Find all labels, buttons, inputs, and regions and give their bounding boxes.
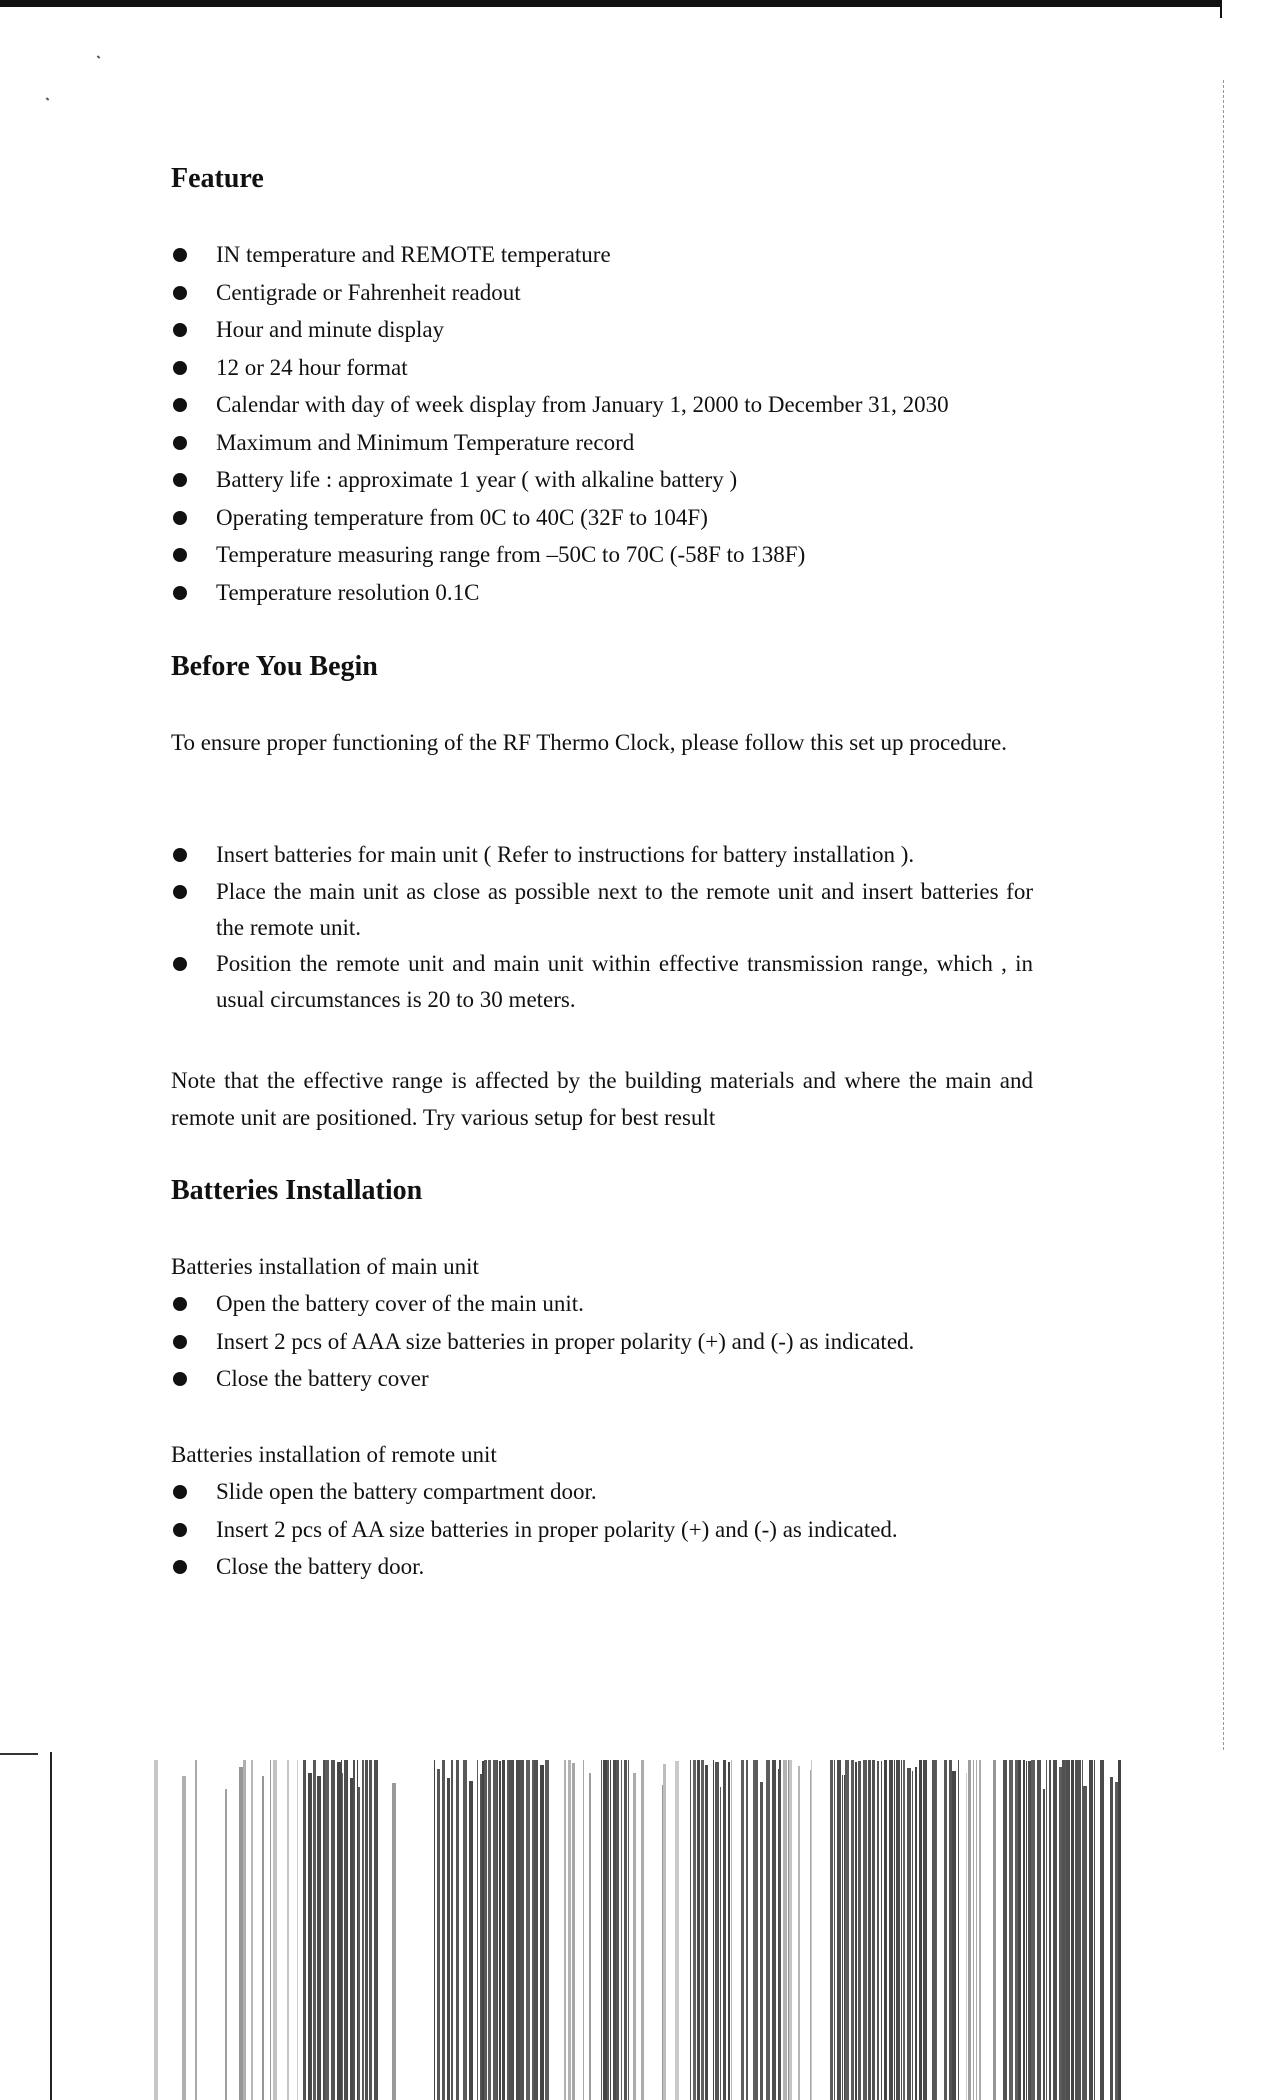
noise-bar bbox=[701, 1760, 704, 2100]
noise-bar bbox=[509, 1760, 513, 2100]
noise-bar bbox=[1094, 1760, 1095, 2100]
noise-bar bbox=[662, 1785, 663, 2100]
noise-bar bbox=[621, 1760, 622, 2100]
noise-bar bbox=[353, 1760, 355, 2100]
before-you-begin-heading: Before You Begin bbox=[171, 651, 378, 682]
noise-bar bbox=[766, 1760, 770, 2100]
noise-bar bbox=[1118, 1760, 1121, 2100]
noise-bar bbox=[973, 1760, 974, 2100]
noise-bar bbox=[851, 1760, 854, 2100]
batteries-installation-heading: Batteries Installation bbox=[171, 1175, 423, 1206]
noise-bar bbox=[572, 1763, 575, 2100]
noise-bar bbox=[499, 1761, 501, 2100]
noise-bar bbox=[344, 1760, 347, 2100]
noise-bar bbox=[868, 1760, 871, 2100]
noise-bar bbox=[469, 1781, 473, 2100]
noise-bar bbox=[270, 1760, 271, 2100]
noise-bar bbox=[641, 1760, 642, 2100]
noise-bar bbox=[933, 1760, 936, 2100]
noise-bar bbox=[323, 1760, 325, 2100]
noise-bar bbox=[357, 1760, 358, 2100]
noise-bar bbox=[182, 1776, 186, 2100]
feature-heading: Feature bbox=[171, 163, 264, 194]
noise-bar bbox=[628, 1760, 629, 2100]
noise-bar bbox=[936, 1760, 937, 2100]
noise-bar bbox=[901, 1760, 902, 2100]
noise-bar bbox=[225, 1789, 227, 2100]
noise-bar bbox=[907, 1768, 911, 2100]
noise-bar bbox=[513, 1760, 514, 2100]
noise-bar bbox=[723, 1760, 726, 2100]
noise-bar bbox=[502, 1760, 504, 2100]
main-unit-steps bbox=[171, 1285, 1033, 1398]
noise-bar bbox=[1079, 1760, 1081, 2100]
list-item: Place the main unit as close as possible next to the remote unit and insert batteries for the remote unit. bbox=[171, 874, 1033, 946]
noise-bar bbox=[830, 1760, 833, 2100]
noise-bar bbox=[520, 1760, 524, 2100]
page-top-rule bbox=[0, 0, 1222, 7]
noise-bar bbox=[1062, 1760, 1065, 2100]
noise-bar bbox=[912, 1771, 913, 2100]
list-item: Maximum and Minimum Temperature record bbox=[171, 424, 1033, 462]
noise-bar bbox=[484, 1760, 487, 2100]
scan-speck bbox=[46, 97, 50, 100]
noise-bar bbox=[434, 1760, 435, 2100]
noise-bar bbox=[779, 1760, 781, 2100]
noise-bar bbox=[1003, 1760, 1007, 2100]
noise-bar bbox=[932, 1760, 933, 2100]
noise-bar bbox=[923, 1760, 927, 2100]
list-item: Insert 2 pcs of AAA size batteries in proper polarity (+) and (-) as indicated. bbox=[171, 1323, 1033, 1361]
range-note: Note that the effective range is affected by the building materials and where the main and remote unit are positioned. Try various setup for best result bbox=[171, 1068, 1033, 1130]
noise-bar bbox=[624, 1760, 627, 2100]
feature-list bbox=[171, 236, 1033, 611]
noise-bar bbox=[731, 1760, 732, 2100]
noise-bar bbox=[303, 1760, 306, 2100]
page-top-rule-hook bbox=[1220, 0, 1222, 18]
noise-bar bbox=[534, 1760, 538, 2100]
list-item: Operating temperature from 0C to 40C (32F to 104F) bbox=[171, 499, 1033, 537]
noise-bar bbox=[1100, 1760, 1104, 2100]
noise-bar bbox=[1071, 1760, 1074, 2100]
main-unit-label: Batteries installation of main unit bbox=[171, 1254, 479, 1279]
noise-bar bbox=[690, 1760, 691, 2100]
noise-bar bbox=[607, 1760, 609, 2100]
noise-bar bbox=[482, 1761, 484, 2100]
noise-bar bbox=[919, 1760, 922, 2100]
noise-bar bbox=[675, 1761, 679, 2100]
noise-bar bbox=[844, 1775, 845, 2100]
noise-bar bbox=[788, 1760, 789, 2100]
noise-bar bbox=[239, 1767, 243, 2100]
list-item: Slide open the battery compartment door. bbox=[171, 1473, 1033, 1511]
noise-bar bbox=[1082, 1760, 1083, 2100]
noise-bar bbox=[564, 1760, 566, 2100]
noise-bar bbox=[837, 1760, 841, 2100]
list-item: Open the battery cover of the main unit. bbox=[171, 1285, 1033, 1323]
noise-bar bbox=[952, 1771, 956, 2100]
noise-bar bbox=[783, 1760, 787, 2100]
noise-bar bbox=[488, 1760, 491, 2100]
noise-bar bbox=[1015, 1760, 1018, 2100]
noise-bar bbox=[568, 1760, 571, 2100]
list-item: Temperature resolution 0.1C bbox=[171, 574, 1033, 612]
noise-bar bbox=[350, 1778, 353, 2100]
noise-bar bbox=[589, 1773, 591, 2100]
noise-bar bbox=[642, 1760, 644, 2100]
noise-bar bbox=[1049, 1760, 1051, 2100]
noise-bar bbox=[1028, 1761, 1031, 2100]
list-item: Insert batteries for main unit ( Refer to instructions for battery installation ). bbox=[171, 836, 1033, 874]
noise-bar bbox=[603, 1760, 607, 2100]
noise-bar bbox=[1110, 1777, 1113, 2100]
noise-bar bbox=[442, 1760, 445, 2100]
noise-bar bbox=[1059, 1767, 1062, 2100]
noise-bar bbox=[331, 1760, 335, 2100]
noise-bar bbox=[154, 1760, 158, 2100]
scan-left-line bbox=[50, 1752, 52, 2100]
noise-bar bbox=[789, 1760, 792, 2100]
noise-bar bbox=[504, 1760, 505, 2100]
noise-bar bbox=[273, 1760, 277, 2100]
scan-noise-strip bbox=[130, 1760, 1180, 2100]
noise-bar bbox=[705, 1765, 708, 2100]
noise-bar bbox=[601, 1760, 602, 2100]
list-item: IN temperature and REMOTE temperature bbox=[171, 236, 1033, 274]
noise-bar bbox=[889, 1760, 893, 2100]
noise-bar bbox=[616, 1760, 619, 2100]
noise-bar bbox=[497, 1760, 498, 2100]
list-item: Centigrade or Fahrenheit readout bbox=[171, 274, 1033, 312]
remote-unit-label: Batteries installation of remote unit bbox=[171, 1442, 497, 1467]
noise-bar bbox=[365, 1760, 368, 2100]
noise-bar bbox=[894, 1760, 895, 2100]
noise-bar bbox=[613, 1760, 616, 2100]
noise-bar bbox=[958, 1760, 959, 2100]
noise-bar bbox=[993, 1760, 996, 2100]
noise-bar bbox=[392, 1783, 396, 2100]
noise-bar bbox=[463, 1760, 467, 2100]
noise-bar bbox=[1065, 1760, 1066, 2100]
noise-bar bbox=[347, 1760, 348, 2100]
noise-bar bbox=[863, 1760, 867, 2100]
noise-bar bbox=[1046, 1760, 1047, 2100]
noise-bar bbox=[884, 1760, 887, 2100]
noise-bar bbox=[1009, 1760, 1013, 2100]
list-item: Close the battery cover bbox=[171, 1360, 1033, 1398]
noise-bar bbox=[243, 1760, 246, 2100]
noise-bar bbox=[842, 1775, 843, 2100]
noise-bar bbox=[437, 1769, 440, 2100]
noise-bar bbox=[949, 1760, 952, 2100]
noise-bar bbox=[728, 1762, 730, 2100]
noise-bar bbox=[881, 1761, 882, 2100]
list-item: 12 or 24 hour format bbox=[171, 349, 1033, 387]
noise-bar bbox=[362, 1760, 364, 2100]
noise-bar bbox=[287, 1760, 289, 2100]
noise-bar bbox=[663, 1764, 666, 2100]
before-you-begin-list bbox=[171, 836, 1033, 1018]
noise-bar bbox=[1115, 1782, 1118, 2100]
noise-bar bbox=[845, 1760, 849, 2100]
noise-bar bbox=[633, 1773, 636, 2100]
noise-bar bbox=[195, 1760, 197, 2100]
list-item: Temperature measuring range from –50C to 70C (-58F to 138F) bbox=[171, 536, 1033, 574]
noise-bar bbox=[1031, 1760, 1035, 2100]
noise-bar bbox=[1053, 1760, 1056, 2100]
list-item: Hour and minute display bbox=[171, 311, 1033, 349]
noise-bar bbox=[337, 1762, 341, 2100]
noise-bar bbox=[798, 1766, 800, 2100]
noise-bar bbox=[516, 1760, 520, 2100]
noise-bar bbox=[741, 1760, 744, 2100]
noise-bar bbox=[720, 1787, 721, 2100]
noise-bar bbox=[308, 1773, 312, 2100]
noise-bar bbox=[966, 1773, 967, 2100]
noise-bar bbox=[756, 1760, 758, 2100]
list-item: Calendar with day of week display from January 1, 2000 to December 31, 2030 bbox=[171, 386, 1033, 424]
noise-bar bbox=[451, 1760, 453, 2100]
noise-bar bbox=[1056, 1760, 1057, 2100]
noise-bar bbox=[1026, 1761, 1027, 2100]
noise-bar bbox=[1043, 1789, 1045, 2100]
noise-bar bbox=[456, 1760, 459, 2100]
noise-bar bbox=[1089, 1760, 1093, 2100]
noise-bar bbox=[480, 1774, 482, 2100]
noise-bar bbox=[251, 1760, 253, 2100]
noise-bar bbox=[447, 1778, 450, 2100]
noise-bar bbox=[772, 1760, 776, 2100]
noise-bar bbox=[1083, 1786, 1087, 2100]
noise-bar bbox=[1037, 1760, 1041, 2100]
noise-bar bbox=[855, 1762, 857, 2100]
noise-bar bbox=[778, 1769, 779, 2100]
noise-bar bbox=[477, 1760, 478, 2100]
noise-bar bbox=[526, 1760, 530, 2100]
noise-bar bbox=[810, 1770, 811, 2100]
noise-bar bbox=[834, 1760, 835, 2100]
noise-bar bbox=[545, 1760, 549, 2100]
noise-bar bbox=[262, 1776, 264, 2100]
noise-bar bbox=[1023, 1760, 1025, 2100]
noise-bar bbox=[760, 1782, 763, 2100]
noise-bar bbox=[968, 1760, 971, 2100]
scan-left-mark bbox=[0, 1753, 38, 1755]
list-item: Close the battery door. bbox=[171, 1548, 1033, 1586]
noise-bar bbox=[1075, 1760, 1079, 2100]
noise-bar bbox=[507, 1760, 509, 2100]
noise-bar bbox=[746, 1760, 748, 2100]
noise-bar bbox=[858, 1761, 861, 2100]
noise-bar bbox=[896, 1760, 900, 2100]
page-right-edge bbox=[1223, 80, 1224, 1750]
noise-bar bbox=[915, 1767, 917, 2100]
noise-bar bbox=[693, 1760, 696, 2100]
list-item: Insert 2 pcs of AA size batteries in proper polarity (+) and (-) as indicated. bbox=[171, 1511, 1033, 1549]
noise-bar bbox=[374, 1760, 378, 2100]
noise-bar bbox=[358, 1787, 360, 2100]
noise-bar bbox=[903, 1760, 905, 2100]
noise-bar bbox=[979, 1760, 981, 2100]
noise-bar bbox=[753, 1760, 756, 2100]
scan-speck bbox=[97, 55, 101, 58]
noise-bar bbox=[715, 1762, 719, 2100]
noise-bar bbox=[297, 1760, 298, 2100]
noise-bar bbox=[583, 1760, 584, 2100]
noise-bar bbox=[697, 1760, 700, 2100]
list-item: Battery life : approximate 1 year ( with alkaline battery ) bbox=[171, 461, 1033, 499]
noise-bar bbox=[877, 1761, 879, 2100]
noise-bar bbox=[1066, 1760, 1070, 2100]
noise-bar bbox=[811, 1760, 812, 2100]
noise-bar bbox=[1018, 1760, 1021, 2100]
noise-bar bbox=[976, 1760, 977, 2100]
remote-unit-steps bbox=[171, 1473, 1033, 1586]
noise-bar bbox=[532, 1760, 534, 2100]
noise-bar bbox=[944, 1760, 947, 2100]
noise-bar bbox=[317, 1776, 321, 2100]
list-item: Position the remote unit and main unit within effective transmission range, which , in usual circumstances is 20 to 30 meters. bbox=[171, 946, 1033, 1018]
noise-bar bbox=[341, 1760, 342, 2100]
noise-bar bbox=[713, 1760, 714, 2100]
noise-bar bbox=[540, 1765, 544, 2100]
noise-bar bbox=[872, 1760, 875, 2100]
noise-bar bbox=[610, 1760, 611, 2100]
noise-bar bbox=[325, 1760, 329, 2100]
noise-bar bbox=[313, 1760, 316, 2100]
before-you-begin-intro: To ensure proper functioning of the RF Thermo Clock, please follow this set up procedure. bbox=[171, 730, 1007, 755]
noise-bar bbox=[369, 1760, 372, 2100]
noise-bar bbox=[342, 1773, 343, 2100]
noise-bar bbox=[493, 1760, 497, 2100]
